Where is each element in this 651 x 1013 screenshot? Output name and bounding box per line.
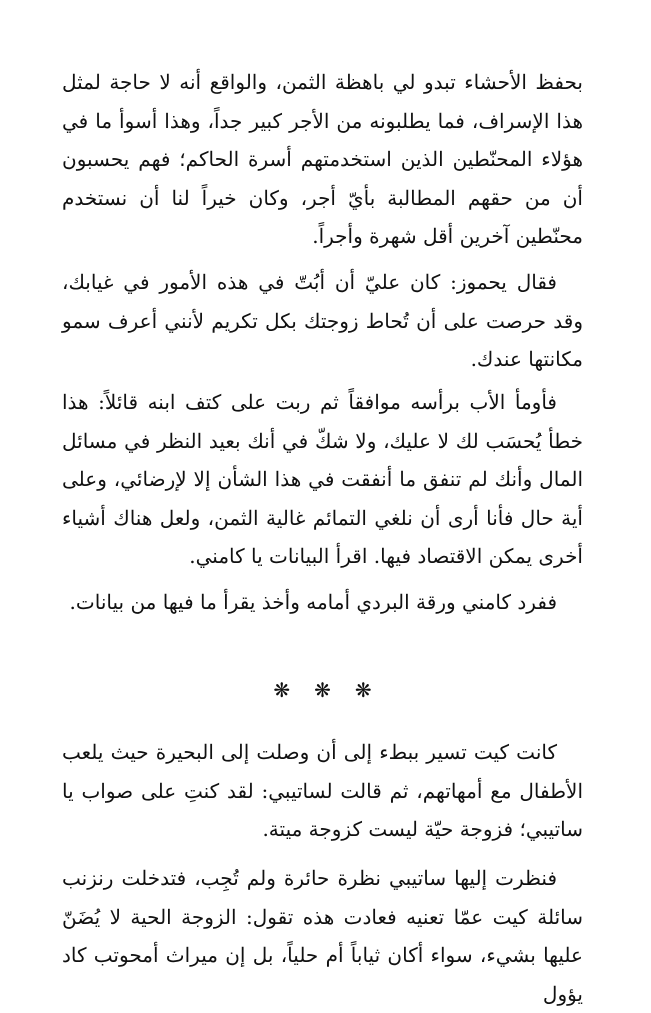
separator-star-icon: ❋ bbox=[354, 677, 372, 702]
separator-star-icon: ❋ bbox=[314, 677, 331, 702]
paragraph-continuation: بحفظ الأحشاء تبدو لي باهظة الثمن، والواقع أنه لا حاجة لمثل هذا الإسراف، فما يطلبونه من الأجر كبير جداً، وهذا أسوأ ما في هؤلاء المحنّطين الذين استخدمتهم أسرة الحاكم؛ فهم يحسبون أن من حقهم المطالبة بأيّ أجر، وكان خيراً لنا أن نستخدم محنّطين آخرين أقل شهرة وأجراً. bbox=[62, 70, 583, 248]
paragraph-yahmoz-reply: فقال يحموز: كان عليّ أن أبُتّ في هذه الأمور في غيابك، وقد حرصت على أن تُحاط زوجتك بكل تكريم لأنني أعرف سمو مكانتها عندك. bbox=[62, 270, 583, 371]
paragraph-kamni-reads: ففرد كامني ورقة البردي أمامه وأخذ يقرأ ما فيها من بيانات. bbox=[69, 590, 557, 614]
paragraph-kit-lake: كانت كيت تسير ببطء إلى أن وصلت إلى البحيرة حيث يلعب الأطفال مع أمهاتهم، ثم قالت لساتيبي: لقد كنتِ على صواب يا ساتيبي؛ فزوجة حيّة ليست كزوجة ميتة. bbox=[62, 740, 583, 841]
paragraph-satibi-reply: فنظرت إليها ساتيبي نظرة حائرة ولم تُجِب، فتدخلت رنزنب سائلة كيت عمّا تعنيه فعادت هذه تقول: الزوجة الحية لا يُضَنّ عليها بشيء، سواء أكان ثياباً أم حلياً، بل إن ميراث أمحوتب كاد يؤول bbox=[62, 866, 583, 1006]
paragraph-father-response: فأومأ الأب برأسه موافقاً ثم ربت على كتف ابنه قائلاً: هذا خطأ يُحسَب لك لا عليك، ولا شكّ في أنك بعيد النظر في مسائل المال وأنك لم تنفق ما أنفقت في هذا الشأن إلا لإرضائي، وعلى أية حال فأنا أرى أن نلغي التمائم غالية الثمن، ولعل هناك أشياء أخرى يمكن الاقتصاد فيها. اقرأ البيانات يا كامني. bbox=[62, 390, 583, 568]
section-separator bbox=[62, 672, 583, 708]
separator-star-icon: ❋ bbox=[273, 677, 291, 702]
